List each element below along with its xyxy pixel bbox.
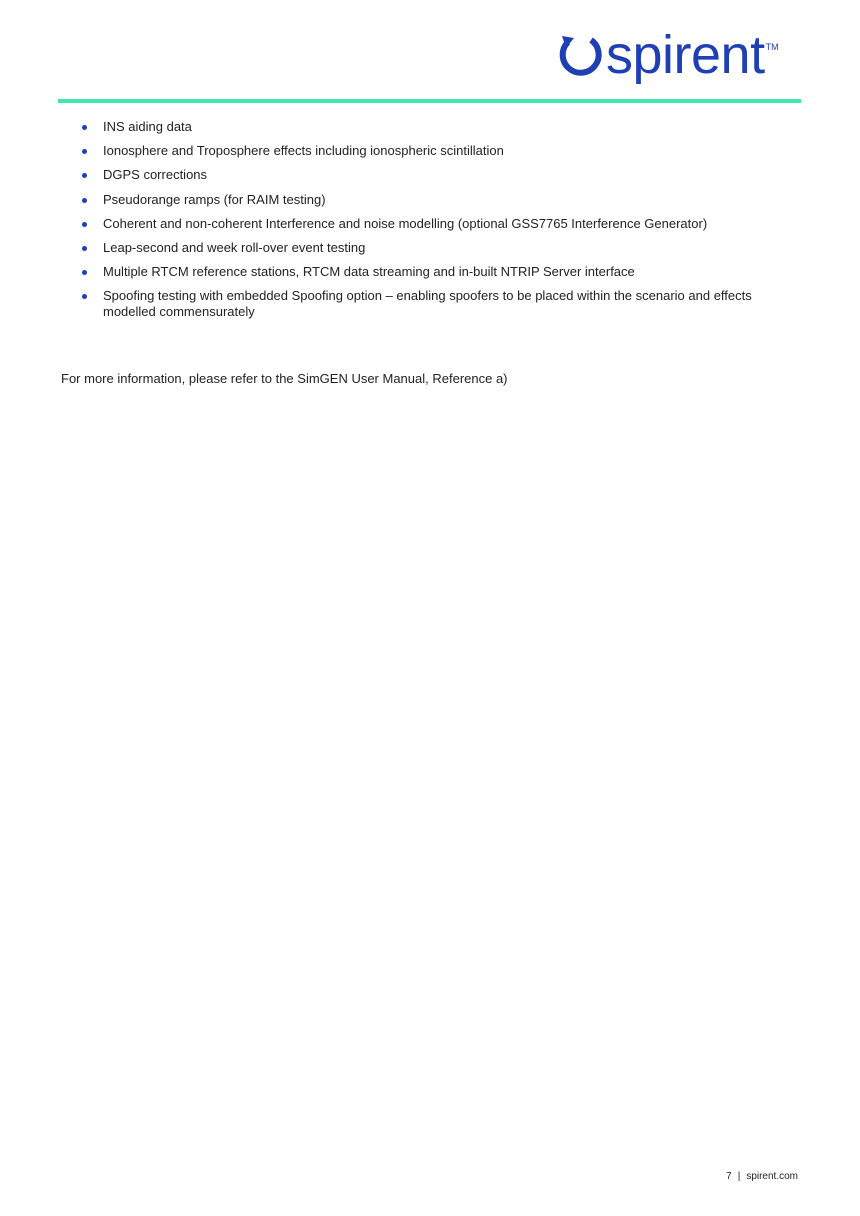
- list-item: [80, 216, 780, 232]
- list-item: [80, 288, 780, 320]
- spirent-logo: [558, 25, 803, 96]
- bullet-icon: [82, 198, 87, 203]
- list-item-text: DGPS corrections: [103, 167, 208, 183]
- page-footer: [726, 1171, 798, 1183]
- logo-wordmark: spirent: [606, 25, 765, 85]
- page-number: 7: [726, 1171, 732, 1182]
- list-item: [80, 143, 780, 159]
- list-item-text: Spoofing testing with embedded Spoofing option – enabling spoofers to be placed within the scenario and effects modelled commensurately: [103, 288, 752, 320]
- list-item-text: Multiple RTCM reference stations, RTCM data streaming and in-built NTRIP Server interface: [103, 264, 635, 280]
- bullet-icon: [82, 173, 87, 178]
- bullet-icon: [82, 125, 87, 130]
- footer-site-link[interactable]: spirent.com: [746, 1171, 798, 1182]
- list-item: [80, 119, 780, 135]
- list-item-text: Pseudorange ramps (for RAIM testing): [103, 191, 326, 207]
- bullet-icon: [82, 246, 87, 251]
- list-item: [80, 192, 780, 208]
- list-item: [80, 264, 780, 280]
- list-item-text: INS aiding data: [103, 119, 192, 134]
- feature-list: [80, 119, 780, 329]
- logo-trademark: TM: [765, 42, 779, 52]
- list-item-text: Leap-second and week roll-over event testing: [103, 239, 366, 255]
- list-item: [80, 167, 780, 183]
- spirent-logo-icon: [558, 30, 604, 82]
- bullet-icon: [82, 294, 87, 299]
- more-info-paragraph: For more information, please refer to the SimGEN User Manual, Reference a): [61, 371, 508, 386]
- list-item: [80, 240, 780, 256]
- list-item-text: Ionosphere and Troposphere effects including ionospheric scintillation: [103, 143, 504, 159]
- bullet-icon: [82, 222, 87, 227]
- header-divider: [58, 99, 801, 103]
- footer-separator: |: [737, 1171, 741, 1182]
- list-item-text: Coherent and non-coherent Interference and noise modelling (optional GSS7765 Interference Generator): [103, 215, 708, 231]
- bullet-icon: [82, 270, 87, 275]
- bullet-icon: [82, 149, 87, 154]
